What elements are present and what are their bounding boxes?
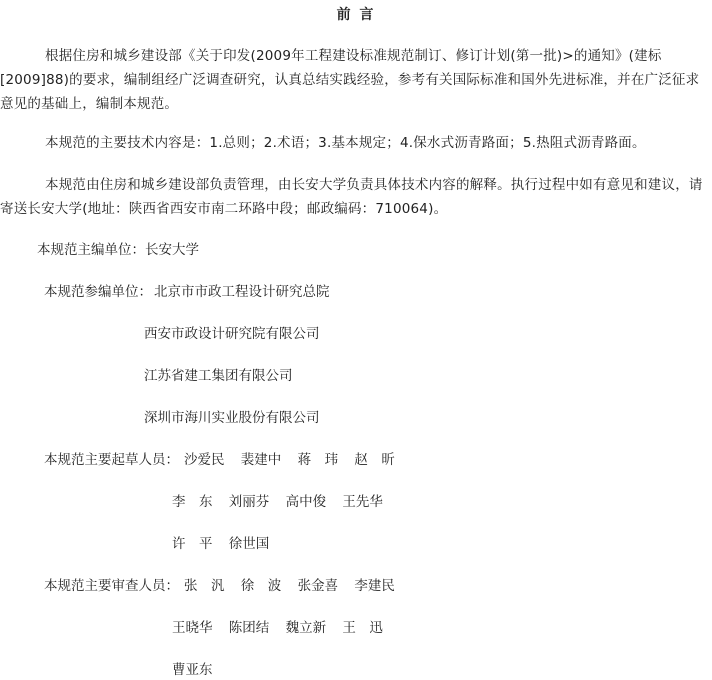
paragraph-content: 本规范的主要技术内容是：1.总则；2.术语；3.基本规定；4.保水式沥青路面；5.热阻式沥青路面。 — [45, 135, 646, 151]
person-name: 裴建中 — [240, 452, 282, 468]
drafters-row — [184, 450, 407, 470]
person-name: 张金喜 — [297, 578, 339, 594]
person-name: 李建民 — [354, 578, 395, 594]
page-title: 前 言 — [336, 7, 376, 23]
person-name: 刘丽芬 — [228, 494, 270, 510]
chief-unit: 本规范主编单位：长安大学 — [37, 242, 199, 258]
person-name: 高中俊 — [285, 494, 327, 510]
person-name: 蒋 玮 — [297, 452, 339, 468]
reviewers-row — [172, 660, 225, 680]
drafters-row — [172, 534, 281, 554]
cooperating-unit: 西安市政设计研究院有限公司 — [144, 326, 320, 342]
paragraph-management: 本规范由住房和城乡建设部负责管理，由长安大学负责具体技术内容的解释。执行过程中如有意见和建议，请寄送长安大学(地址：陕西省西安市南二环路中段；邮政编码：710064)。 — [0, 177, 703, 217]
reviewers-row — [172, 618, 395, 638]
reviewers-row — [184, 576, 407, 596]
person-name: 王晓华 — [172, 620, 213, 636]
cooperating-unit: 江苏省建工集团有限公司 — [144, 368, 293, 384]
cooperating-unit: 北京市市政工程设计研究总院 — [154, 284, 330, 300]
person-name: 张 汎 — [184, 578, 225, 594]
paragraph-basis: 根据住房和城乡建设部《关于印发(2009年工程建设标准规范制订、修订计划(第一批)>的通知》(建标[2009]88)的要求，编制组经广泛调查研究，认真总结实践经验，参考有关国际标准和国外先进标准，并在广泛征求意见的基础上，编制本规范。 — [0, 48, 700, 112]
person-name: 沙爱民 — [184, 452, 225, 468]
person-name: 曹亚东 — [172, 662, 213, 678]
cooperating-unit: 深圳市海川实业股份有限公司 — [144, 410, 320, 426]
reviewers-label: 本规范主要审查人员： — [44, 578, 179, 594]
drafters-label: 本规范主要起草人员： — [44, 452, 179, 468]
person-name: 陈团结 — [228, 620, 270, 636]
person-name: 赵 昕 — [354, 452, 395, 468]
person-name: 王先华 — [342, 494, 383, 510]
person-name: 魏立新 — [285, 620, 327, 636]
person-name: 徐世国 — [228, 536, 270, 552]
drafters-row — [172, 492, 395, 512]
cooperating-label: 本规范参编单位： — [44, 284, 152, 300]
person-name: 许 平 — [172, 536, 213, 552]
person-name: 王 迅 — [342, 620, 383, 636]
person-name: 徐 波 — [240, 578, 282, 594]
person-name: 李 东 — [172, 494, 213, 510]
